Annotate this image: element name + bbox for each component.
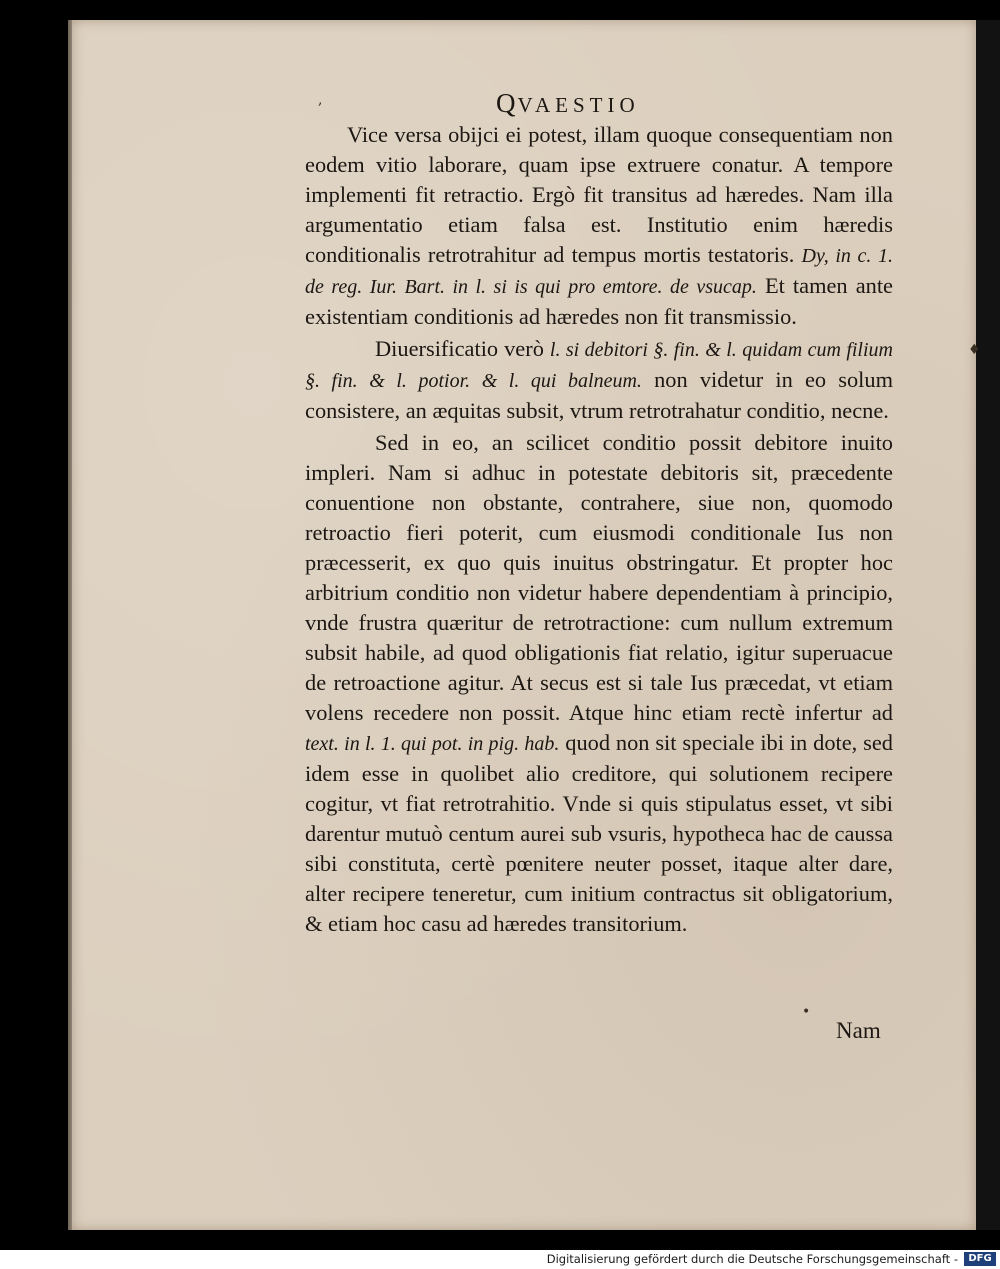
paragraph bbox=[305, 428, 893, 939]
paragraph bbox=[305, 334, 893, 426]
citation-text: l. si debitori §. fin. & l. quidam cum filium §. fin. & l. potior. & l. qui balneum. bbox=[305, 339, 893, 392]
paragraph-text: Diuersificatio verò bbox=[375, 336, 550, 361]
paragraph-text: Vice versa obijci ei potest, illam quoque consequentiam non eodem vitio laborare, quam ipse extruere conatur. A tempore implementi fit retractio. Ergò fit transitus ad hæredes. Nam illa argumentatio etiam falsa est. Institutio enim hæredis conditionalis retrotrahitur ad tempus mortis testatoris. bbox=[305, 122, 893, 267]
header-initial: Q bbox=[496, 88, 518, 118]
paragraph-text: quod non sit speciale ibi in dote, sed idem esse in quolibet alio creditore, qui solutionem recipere cogitur, vt fiat retrotrahitio. Vnde si quis stipulatus esset, vt sibi darentur mutuò centum aurei sub vsuris, hypotheca hac de caussa sibi constituta, certè pœnitere neuter posset, itaque alter dare, alter recipere teneretur, cum initium contractus sit obligatorium, & etiam hoc casu ad hæredes transitorium. bbox=[305, 730, 893, 936]
paragraph bbox=[305, 120, 893, 332]
citation-text: text. in l. 1. qui pot. in pig. hab. bbox=[305, 733, 560, 755]
catchword: Nam bbox=[836, 1018, 881, 1043]
running-header bbox=[496, 88, 640, 119]
ink-dot: • bbox=[802, 1004, 811, 1020]
body-text bbox=[305, 120, 893, 941]
ink-speck: , bbox=[318, 92, 323, 108]
funding-credit: Digitalisierung gefördert durch die Deutsche Forschungsgemeinschaft - bbox=[546, 1252, 958, 1266]
margin-mark: ♦ bbox=[968, 342, 981, 358]
dfg-logo: DFG bbox=[964, 1252, 996, 1266]
paragraph-text: non videtur in eo solum consistere, an æquitas subsit, vtrum retrotrahatur conditio, necne. bbox=[305, 367, 893, 423]
paragraph-text: Sed in eo, an scilicet conditio possit debitore inuito impleri. Nam si adhuc in potestate debitoris sit, præcedente conuentione non obstante, contrahere, siue non, quomodo retroactio fieri poterit, cum eiusmodi conditionale Ius non præcesserit, ex quo quis inuitus obstringatur. Et propter hoc arbitrium conditio non videtur habere dependentiam à principio, vnde frustra quæritur de retrotractione: cum nullum extremum subsit habile, ad quod obligationis fiat relatio, igitur superuacue de retroactione agitur. At secus est si tale Ius præcedat, vt etiam volens recedere non possit. Atque hinc etiam rectè infertur ad bbox=[305, 430, 893, 725]
paragraph-text: Et tamen ante existentiam conditionis ad hæredes non fit transmissio. bbox=[305, 273, 893, 329]
footer-bar bbox=[0, 1250, 1000, 1269]
citation-text: Dy, in c. 1. de reg. Iur. Bart. in l. si is qui pro emtore. de vsucap. bbox=[305, 245, 893, 298]
right-border bbox=[976, 20, 1000, 1230]
header-rest: VAESTIO bbox=[517, 93, 640, 117]
